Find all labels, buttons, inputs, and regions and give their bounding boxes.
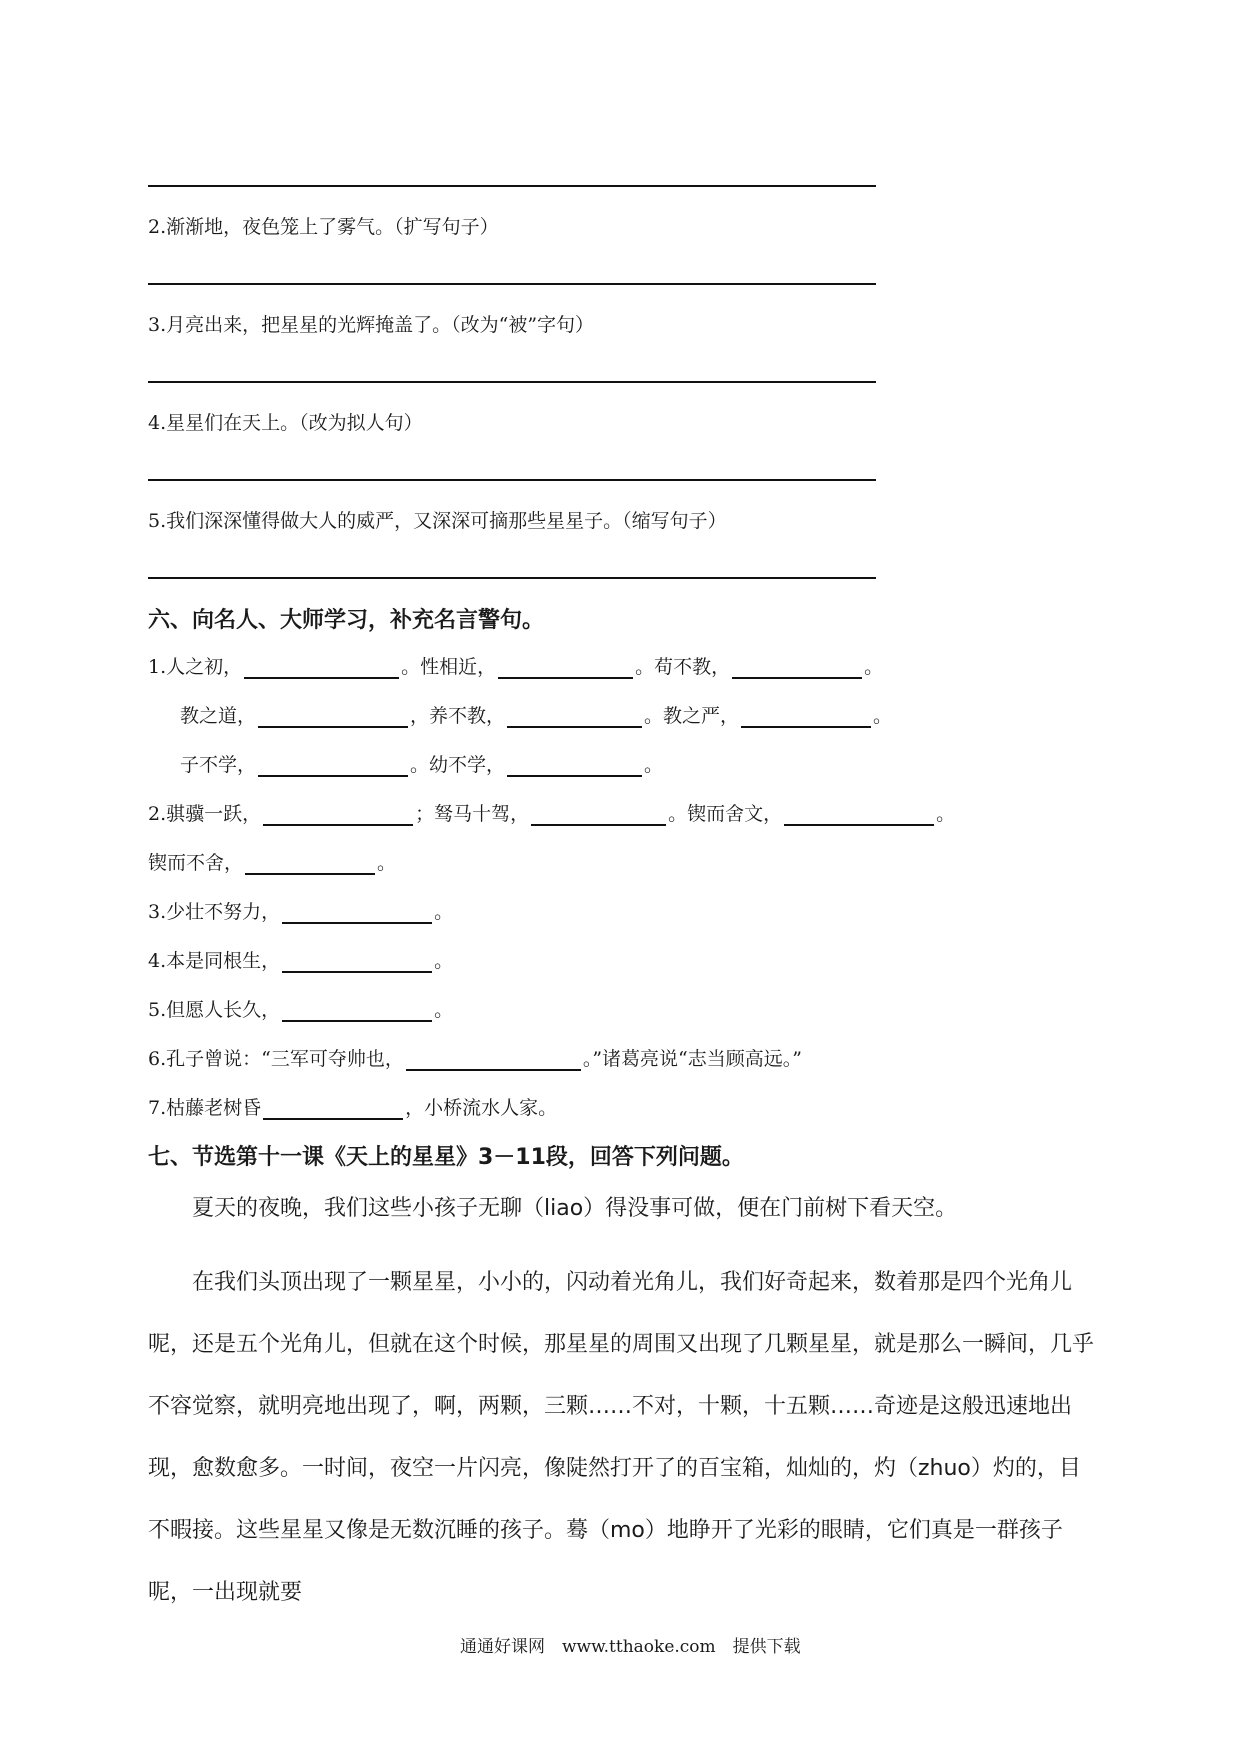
quote-text: 。 — [434, 901, 454, 923]
quote-row-2 — [180, 701, 892, 728]
answer-line-2[interactable] — [148, 283, 876, 285]
fill-blank[interactable] — [245, 853, 375, 875]
fill-blank[interactable] — [784, 804, 934, 826]
quote-row-1 — [148, 652, 883, 679]
quote-text: ，小桥流水人家。 — [405, 1097, 558, 1119]
section-7-title: 七、节选第十一课《天上的星星》3－11段，回答下列问题。 — [148, 1145, 744, 1170]
quote-row-6 — [148, 897, 453, 924]
fill-blank[interactable] — [258, 706, 408, 728]
answer-line-1[interactable] — [148, 185, 876, 187]
quote-text: 。 — [864, 656, 884, 678]
quote-row-3 — [180, 750, 663, 777]
quote-text: 4.本是同根生， — [148, 950, 281, 972]
quote-row-7 — [148, 946, 453, 973]
quote-text: 教之道， — [180, 705, 257, 727]
question-2: 2.渐渐地，夜色笼上了雾气。（扩写句子） — [148, 216, 499, 238]
page-footer: 通通好课网 www.tthaoke.com 提供下载 — [460, 1637, 801, 1657]
quote-text: 7.枯藤老树昏 — [148, 1097, 262, 1119]
quote-text: 子不学， — [180, 754, 257, 776]
quote-text: 。 — [377, 852, 397, 874]
section-6-title: 六、向名人、大师学习，补充名言警句。 — [148, 608, 545, 633]
passage-paragraph-2: 在我们头顶出现了一颗星星，小小的，闪动着光角儿，我们好奇起来，数着那是四个光角儿呢，还是五个光角儿，但就在这个时候，那星星的周围又出现了几颗星星，就是那么一瞬间，几乎不容觉察，就明亮地出现了，啊，两颗，三颗……不对，十颗，十五颗……奇迹是这般迅速地出现，愈数愈多。一时间，夜空一片闪亮，像陡然打开了的百宝箱，灿灿的，灼（zhuo）灼的，目不暇接。这些星星又像是无数沉睡的孩子。蓦（mo）地睁开了光彩的眼睛，它们真是一群孩子呢，一出现就要 — [148, 1270, 1095, 1605]
quote-row-8 — [148, 995, 453, 1022]
fill-blank[interactable] — [507, 706, 642, 728]
passage-paragraph-1: 夏天的夜晚，我们这些小孩子无聊（liao）得没事可做，便在门前树下看天空。 — [192, 1196, 958, 1221]
quote-text: 。 — [936, 803, 956, 825]
question-5: 5.我们深深懂得做大人的威严，又深深可摘那些星星子。（缩写句子） — [148, 510, 727, 532]
question-3: 3.月亮出来，把星星的光辉掩盖了。（改为“被”字句） — [148, 314, 595, 336]
quote-text: 。教之严， — [644, 705, 740, 727]
quote-text: ；驽马十驾， — [415, 803, 530, 825]
quote-row-5 — [148, 848, 396, 875]
answer-line-4[interactable] — [148, 479, 876, 481]
fill-blank[interactable] — [507, 755, 642, 777]
question-4: 4.星星们在天上。（改为拟人句） — [148, 412, 423, 434]
answer-line-3[interactable] — [148, 381, 876, 383]
quote-text: ，养不教， — [410, 705, 506, 727]
quote-text: 锲而不舍， — [148, 852, 244, 874]
fill-blank[interactable] — [263, 1098, 403, 1120]
quote-text: 。”诸葛亮说“志当顾高远。” — [582, 1048, 802, 1070]
quote-text: 。锲而舍文， — [668, 803, 783, 825]
fill-blank[interactable] — [741, 706, 871, 728]
fill-blank[interactable] — [282, 951, 432, 973]
fill-blank[interactable] — [282, 1000, 432, 1022]
quote-text: 。 — [434, 999, 454, 1021]
quote-text: 6.孔子曾说：“三军可夺帅也， — [148, 1048, 404, 1070]
answer-line-5[interactable] — [148, 577, 876, 579]
quote-text: 。 — [644, 754, 664, 776]
fill-blank[interactable] — [732, 657, 862, 679]
quote-text: 3.少壮不努力， — [148, 901, 281, 923]
quote-text: 5.但愿人长久， — [148, 999, 281, 1021]
quote-row-9 — [148, 1044, 802, 1071]
quote-text: 。幼不学， — [410, 754, 506, 776]
quote-row-4 — [148, 799, 955, 826]
fill-blank[interactable] — [531, 804, 666, 826]
quote-text: 2.骐骥一跃， — [148, 803, 262, 825]
fill-blank[interactable] — [282, 902, 432, 924]
fill-blank[interactable] — [244, 657, 399, 679]
quote-text: 。 — [873, 705, 893, 727]
fill-blank[interactable] — [258, 755, 408, 777]
quote-text: 。性相近， — [401, 656, 497, 678]
fill-blank[interactable] — [263, 804, 413, 826]
quote-text: 。苟不教， — [635, 656, 731, 678]
fill-blank[interactable] — [498, 657, 633, 679]
fill-blank[interactable] — [406, 1049, 581, 1071]
quote-row-10 — [148, 1093, 557, 1120]
quote-text: 。 — [434, 950, 454, 972]
quote-text: 1.人之初， — [148, 656, 243, 678]
